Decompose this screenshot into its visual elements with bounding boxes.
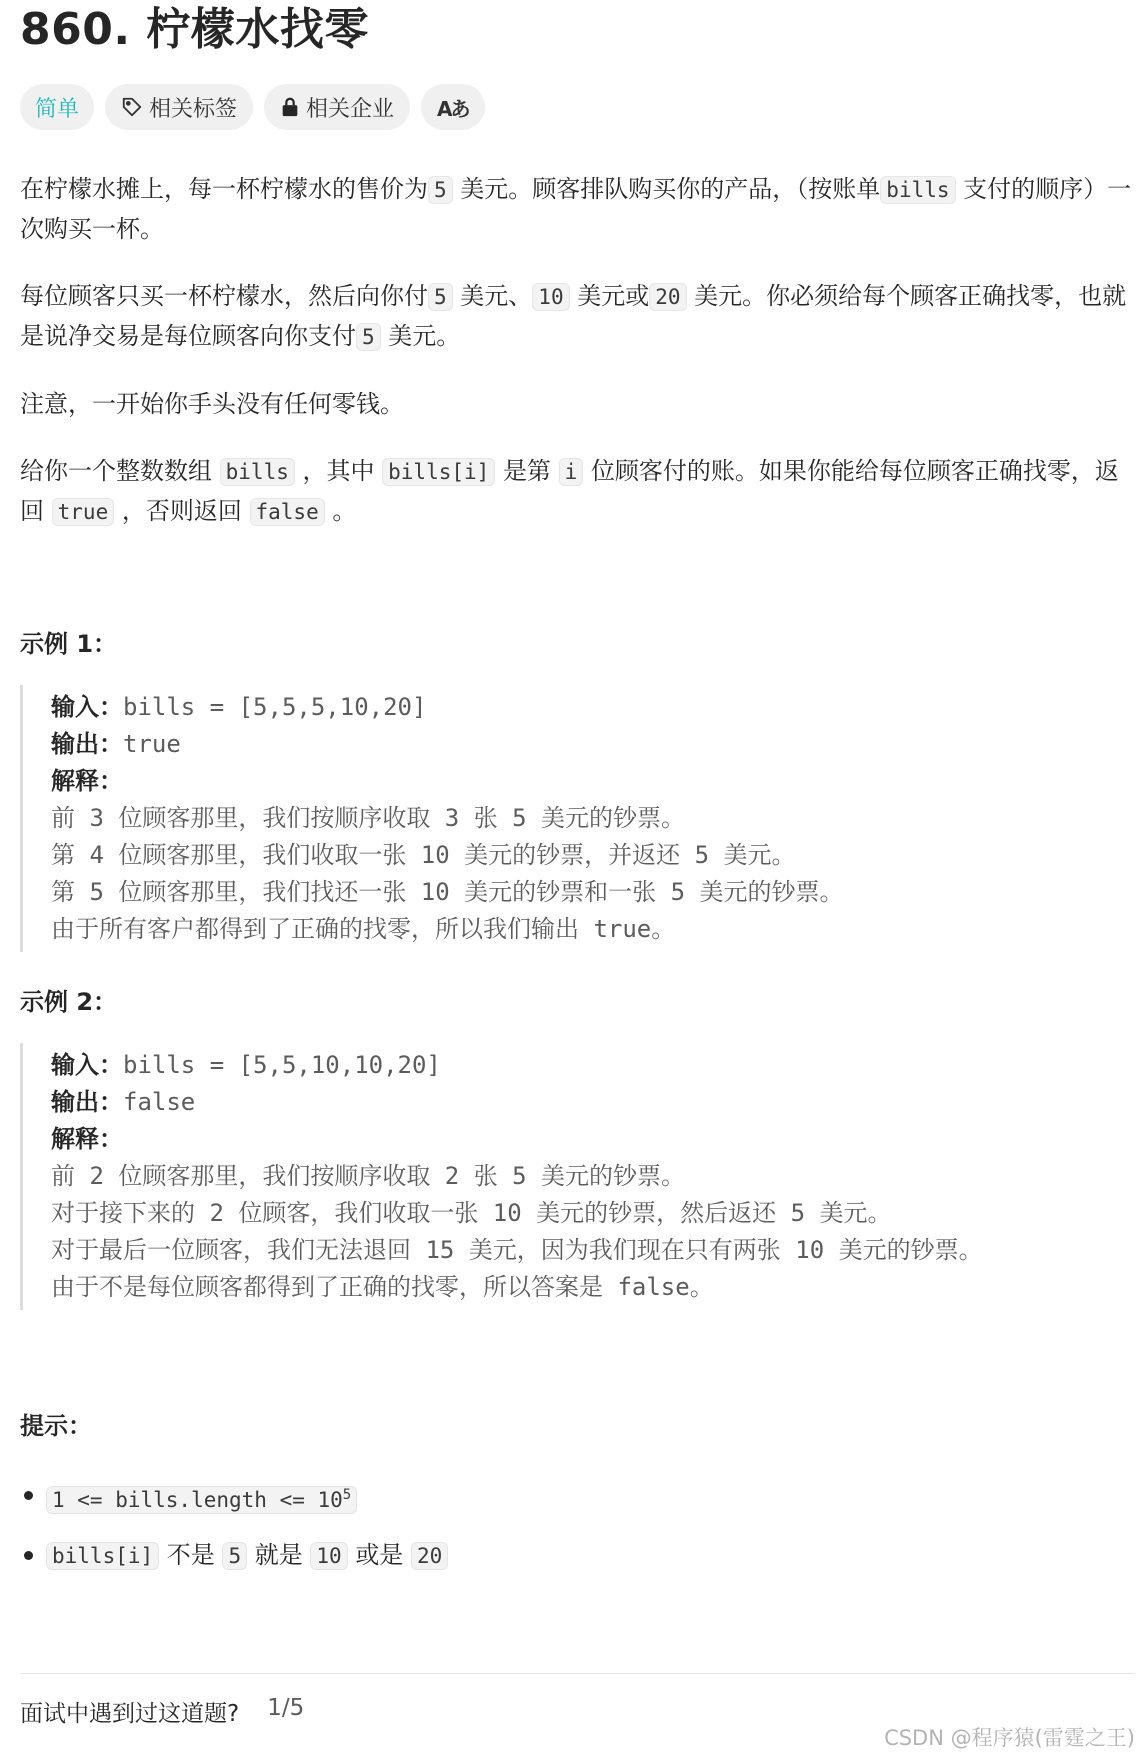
output-label: 输出： [51, 730, 123, 758]
lock-icon [280, 96, 300, 118]
input-label: 输入： [51, 693, 123, 721]
footer-divider [20, 1673, 1135, 1674]
interview-count: 1/5 [267, 1695, 305, 1721]
list-item: bills[i] 不是 5 就是 10 或是 20 [20, 1537, 1135, 1574]
explain-line: 由于所有客户都得到了正确的找零，所以我们输出 true。 [51, 915, 676, 943]
explain-line: 对于最后一位顾客，我们无法退回 15 美元，因为我们现在只有两张 10 美元的钞票。 [51, 1236, 983, 1264]
tag-icon [121, 96, 143, 118]
difficulty-label: 简单 [35, 96, 80, 122]
example-input: bills = [5,5,10,10,20] [123, 1051, 441, 1079]
problem-page [20, 0, 1135, 1593]
explain-line: 第 4 位顾客那里，我们收取一张 10 美元的钞票，并返还 5 美元。 [51, 841, 796, 869]
example-title: 示例 2： [20, 988, 118, 1016]
translate-icon: Aあ [437, 96, 469, 121]
description-paragraph: 给你一个整数数组 bills ，其中 bills[i] 是第 i 位顾客付的账。如果你能给每位顾客正确找零，返回 true ，否则返回 false 。 [20, 457, 1119, 525]
watermark: CSDN @程序猿(雷霆之王) [884, 1726, 1135, 1750]
list-item: 1 <= bills.length <= $10^5$ [20, 1477, 1135, 1518]
explain-line: 前 2 位顾客那里，我们按顺序收取 2 张 5 美元的钞票。 [51, 1162, 686, 1190]
example-block [20, 1043, 1135, 1310]
output-label: 输出： [51, 1088, 123, 1116]
related-tags-label: 相关标签 [149, 96, 238, 122]
explain-line: 前 3 位顾客那里，我们按顺序收取 3 张 5 美元的钞票。 [51, 804, 686, 832]
related-tags-button[interactable] [105, 84, 253, 130]
problem-description [20, 170, 1135, 532]
input-label: 输入： [51, 1051, 123, 1079]
problem-title: 860. 柠檬水找零 [20, 4, 369, 55]
related-companies-label: 相关企业 [306, 96, 395, 122]
related-companies-button[interactable] [264, 84, 410, 130]
explain-label: 解释： [51, 767, 123, 795]
bullet-icon [24, 1491, 33, 1500]
explain-line: 第 5 位顾客那里，我们找还一张 10 美元的钞票和一张 5 美元的钞票。 [51, 878, 844, 906]
interview-question: 面试中遇到过这道题? [20, 1701, 240, 1727]
tag-bar [20, 84, 1135, 130]
difficulty-badge[interactable] [20, 84, 94, 130]
example-output: false [123, 1088, 196, 1116]
explain-line: 对于接下来的 2 位顾客，我们收取一张 10 美元的钞票，然后返还 5 美元。 [51, 1199, 892, 1227]
description-paragraph: 每位顾客只买一杯柠檬水，然后向你付 5 美元、 10 美元或 20 美元。你必须给每个顾客正确找零，也就是说净交易是每位顾客向你支付 5 美元。 [20, 282, 1127, 350]
example-title: 示例 1： [20, 630, 118, 658]
hints-list [20, 1477, 1135, 1574]
example-input: bills = [5,5,5,10,20] [123, 693, 427, 721]
description-paragraph: 注意，一开始你手头没有任何零钱。 [20, 390, 404, 418]
example-output: true [123, 730, 181, 758]
interview-footer [20, 1695, 304, 1728]
bullet-icon [24, 1551, 33, 1560]
explain-line: 由于不是每位顾客都得到了正确的找零，所以答案是 false。 [51, 1273, 714, 1301]
translate-button[interactable] [421, 84, 484, 130]
example-block [20, 685, 1135, 952]
explain-label: 解释： [51, 1125, 123, 1153]
hints-title: 提示： [20, 1412, 92, 1440]
description-paragraph: 在柠檬水摊上，每一杯柠檬水的售价为 5 美元。顾客排队购买你的产品，（按账单 bills 支付的顺序）一次购买一杯。 [20, 175, 1132, 243]
